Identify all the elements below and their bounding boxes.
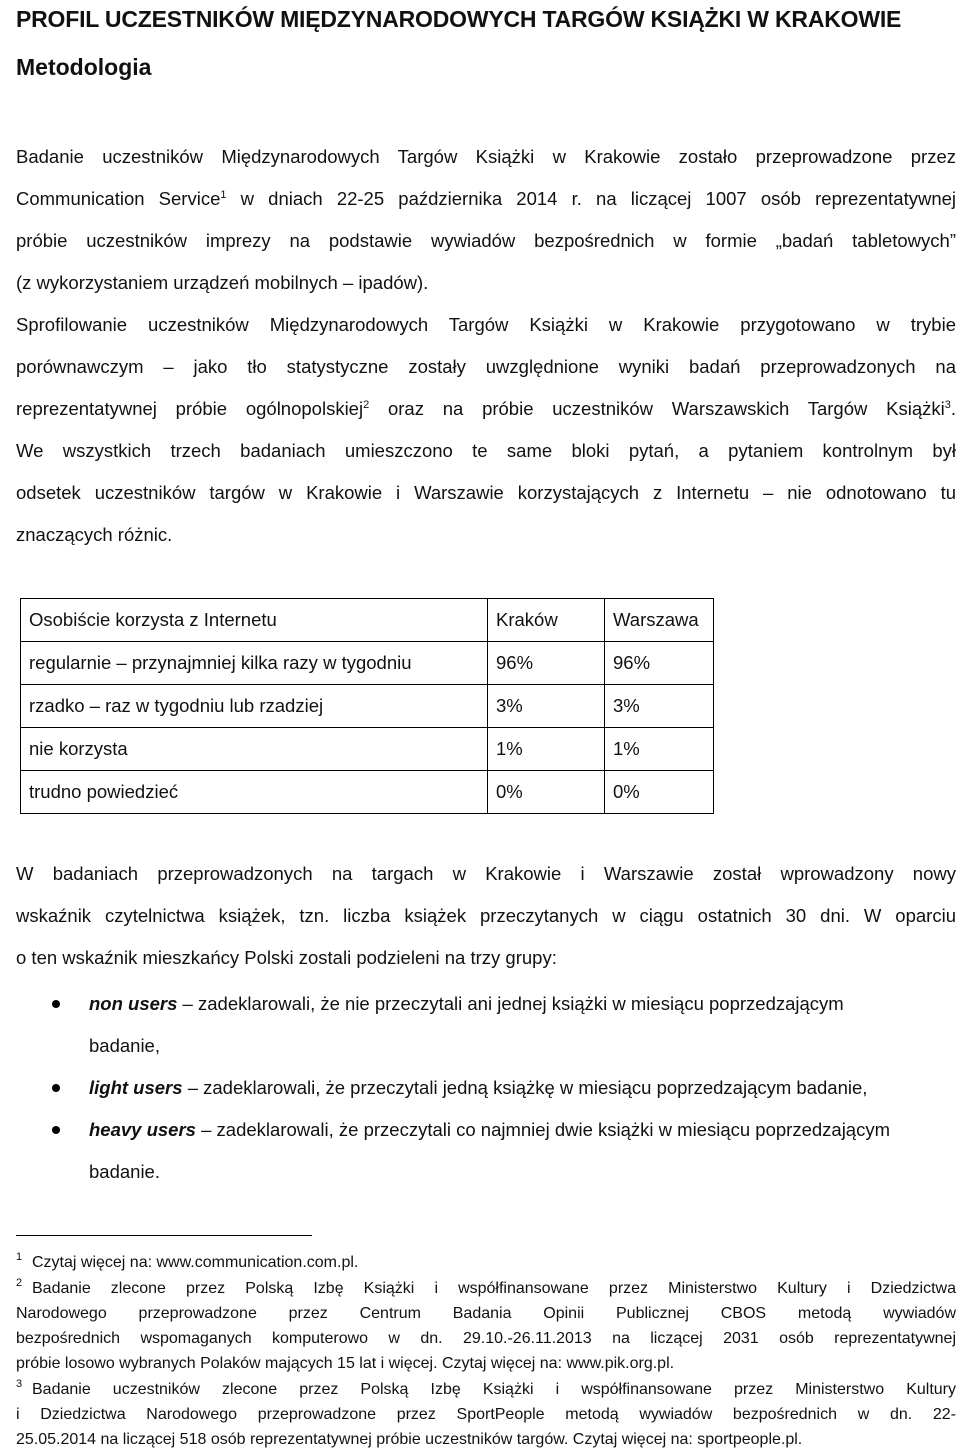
group-term: non users: [89, 993, 178, 1014]
footnote-text: Badanie uczestników zlecone przez Polską Izbę Książki i współfinansowane przez Ministerstwo Kultury: [32, 1381, 956, 1398]
footnote-line: 1 Czytaj więcej na: www.communication.com.pl.: [16, 1251, 359, 1271]
table-header-cell: Osobiście korzysta z Internetu: [21, 599, 488, 642]
table-cell: 0%: [605, 771, 714, 814]
table-cell: 1%: [488, 728, 605, 771]
table-row: [21, 771, 714, 814]
footnote-3: [16, 1377, 956, 1452]
footnote-line: Narodowego przeprowadzone przez Centrum Badania Opinii Publicznej CBOS metodą wywiadów: [16, 1305, 956, 1322]
table-header-cell: Warszawa: [605, 599, 714, 642]
footnote-text: Czytaj więcej na: www.communication.com.pl.: [32, 1254, 359, 1271]
footnote-ref-3: 3: [944, 399, 951, 411]
table-cell: rzadko – raz w tygodniu lub rzadziej: [21, 685, 488, 728]
paragraph-line: W badaniach przeprowadzonych na targach w Krakowie i Warszawie został wprowadzony nowy: [16, 863, 956, 884]
document-title: PROFIL UCZESTNIKÓW MIĘDZYNARODOWYCH TARGÓW KSIĄŻKI W KRAKOWIE: [16, 6, 902, 32]
section-heading: Metodologia: [16, 54, 152, 80]
table-cell: 96%: [605, 642, 714, 685]
paragraph-line: (z wykorzystaniem urządzeń mobilnych – ipadów).: [16, 272, 429, 293]
table-row: [21, 685, 714, 728]
list-item: [16, 1067, 916, 1109]
paragraph-line: Badanie uczestników Międzynarodowych Targów Książki w Krakowie zostało przeprowadzone przez: [16, 146, 956, 167]
footnote-1: [16, 1250, 956, 1275]
paragraph-line: [16, 178, 956, 220]
footnote-2: [16, 1276, 956, 1376]
table-cell: 1%: [605, 728, 714, 771]
paragraph-line: [16, 388, 956, 430]
paragraph-line: o ten wskaźnik mieszkańcy Polski zostali podzieleni na trzy grupy:: [16, 947, 557, 968]
list-item: [16, 1109, 916, 1193]
footnote-separator: [16, 1235, 312, 1236]
internet-usage-table: [20, 598, 714, 814]
table-cell: 3%: [605, 685, 714, 728]
paragraph-line: odsetek uczestników targów w Krakowie i Warszawie korzystających z Internetu – nie odnotowano tu: [16, 482, 956, 503]
footnote-line: próbie losowo wybranych Polaków mających 15 lat i więcej. Czytaj więcej na: www.pik.org.pl.: [16, 1355, 675, 1372]
group-description: – zadeklarowali, że przeczytali co najmniej dwie książki w miesiącu poprzedzającym badanie.: [89, 1119, 890, 1182]
bullet-icon: [52, 1126, 60, 1134]
group-description: – zadeklarowali, że nie przeczytali ani jednej książki w miesiącu poprzedzającym badanie,: [89, 993, 844, 1056]
footnote-ref-1: 1: [220, 189, 227, 201]
table-row: [21, 642, 714, 685]
list-item: [16, 983, 916, 1067]
footnote-line: i Dziedzictwa Narodowego przeprowadzone przez SportPeople metodą wywiadów bezpośrednich w dn. 22-: [16, 1406, 956, 1423]
footnote-line: 2 Badanie zlecone przez Polską Izbę Książki i współfinansowane przez Ministerstwo Kultury i Dziedzictwa: [16, 1277, 956, 1297]
paragraph-methodology: [16, 136, 956, 304]
text-run: w dniach 22-25 października 2014 r. na liczącej 1007 osób reprezentatywnej: [226, 188, 957, 209]
paragraph-line: próbie uczestników imprezy na podstawie wywiadów bezpośrednich w formie „badań tabletowych”: [16, 230, 956, 251]
paragraph-line: wskaźnik czytelnictwa książek, tzn. liczba książek przeczytanych w ciągu ostatnich 30 dni. W oparciu: [16, 905, 956, 926]
paragraph-line: We wszystkich trzech badaniach umieszczono te same bloki pytań, a pytaniem kontrolnym był: [16, 440, 956, 461]
reader-groups-list: [16, 983, 916, 1193]
footnote-line: 25.05.2014 na liczącej 518 osób reprezentatywnej próbie uczestników targów. Czytaj więcej na: sportpeople.pl.: [16, 1431, 803, 1448]
text-run: Communication Service: [16, 188, 221, 209]
footnote-ref-2: 2: [363, 399, 370, 411]
footnote-line: bezpośrednich wspomaganych komputerowo w dn. 29.10.-26.11.2013 na liczącej 2031 osób reprezentatywnej: [16, 1330, 956, 1347]
paragraph-line: porównawczym – jako tło statystyczne zostały uwzględnione wyniki badań przeprowadzonych na: [16, 356, 956, 377]
table-cell: 3%: [488, 685, 605, 728]
table-cell: trudno powiedzieć: [21, 771, 488, 814]
paragraph-readership: [16, 853, 956, 979]
footnote-line: 3 Badanie uczestników zlecone przez Polską Izbę Książki i współfinansowane przez Ministerstwo Kultury: [16, 1378, 956, 1398]
group-term: heavy users: [89, 1119, 196, 1140]
bullet-icon: [52, 1000, 60, 1008]
table-cell: regularnie – przynajmniej kilka razy w tygodniu: [21, 642, 488, 685]
table-cell: 96%: [488, 642, 605, 685]
group-description: – zadeklarowali, że przeczytali jedną książkę w miesiącu poprzedzającym badanie,: [182, 1077, 868, 1098]
table-cell: 0%: [488, 771, 605, 814]
paragraph-line: znaczących różnic.: [16, 524, 173, 545]
table-header-cell: Kraków: [488, 599, 605, 642]
table-header-row: [21, 599, 714, 642]
table-cell: nie korzysta: [21, 728, 488, 771]
text-run: .: [950, 398, 956, 419]
text-run: reprezentatywnej próbie ogólnopolskiej: [16, 398, 364, 419]
bullet-icon: [52, 1084, 60, 1092]
table-row: [21, 728, 714, 771]
text-run: oraz na próbie uczestników Warszawskich Targów Książki: [369, 398, 945, 419]
group-term: light users: [89, 1077, 183, 1098]
footnote-text: Badanie zlecone przez Polską Izbę Książki i współfinansowane przez Ministerstwo Kultury i Dziedzictwa: [32, 1280, 956, 1297]
paragraph-line: Sprofilowanie uczestników Międzynarodowych Targów Książki w Krakowie przygotowano w trybie: [16, 314, 956, 335]
paragraph-comparison: [16, 304, 956, 556]
